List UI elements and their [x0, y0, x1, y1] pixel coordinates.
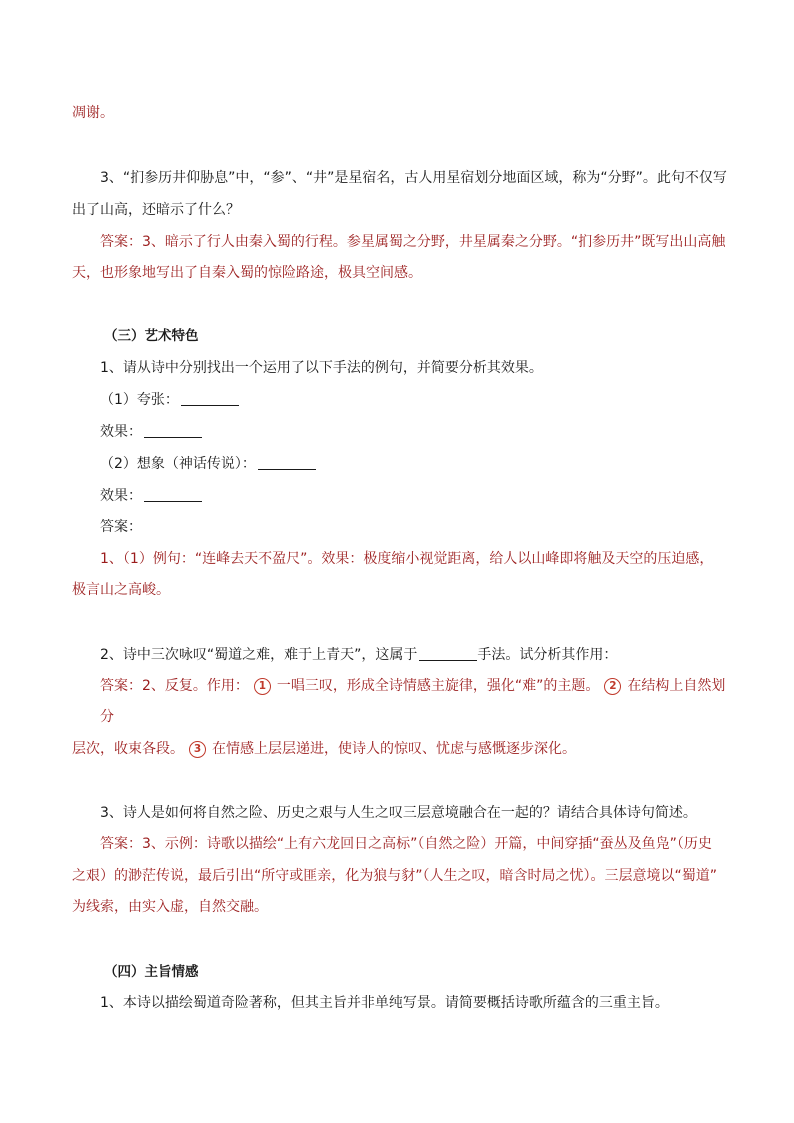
answer-3-line-2: 天，也形象地写出了自秦入蜀的惊险路途，极具空间感。: [72, 265, 422, 281]
text-line: 凋谢。: [72, 105, 114, 121]
effect-label: 效果：: [100, 424, 142, 440]
answer-blank: [419, 646, 477, 661]
art-question-2: [100, 645, 617, 665]
art-answer-2-line-3: [72, 739, 576, 759]
circled-number-3: 3: [189, 741, 206, 758]
answer-3-line-1: 答案：3、暗示了行人由秦入蜀的行程。参星属蜀之分野，井星属秦之分野。“扪参历井”既写出山高触: [100, 234, 726, 250]
question-text: 手法。试分析其作用：: [477, 647, 618, 663]
art-answer-3-line-2: 之艰）的渺茫传说，最后引出“所守或匪亲，化为狼与豺”（人生之叹，暗含时局之忧）。三层意境以“蜀道”: [72, 868, 718, 884]
art-answer-2-line-2: 分: [100, 709, 114, 725]
effect-line-2: [100, 486, 202, 506]
answer-text: 在情感上层层递进，使诗人的惊叹、忧虑与感慨逐步深化。: [212, 741, 576, 757]
answer-text: 一唱三叹，形成全诗情感主旋律，强化“难”的主题。: [276, 678, 600, 694]
effect-label: 效果：: [100, 488, 142, 504]
answer-blank: [181, 391, 239, 406]
art-answer-3-line-3: 为线索，由实入虚，自然交融。: [72, 899, 268, 915]
answer-text: 答案：2、反复。作用：: [100, 678, 249, 694]
answer-blank: [144, 423, 202, 438]
art-answer-1-line-1: 1、（1）例句：“连峰去天不盈尺”。效果：极度缩小视觉距离，给人以山峰即将触及天空的压迫感，: [100, 551, 714, 567]
answer-text: 层次，收束各段。: [72, 741, 184, 757]
answer-blank: [144, 487, 202, 502]
section-heading-art: （三）艺术特色: [104, 328, 199, 344]
art-question-3: 3、诗人是如何将自然之险、历史之艰与人生之叹三层意境融合在一起的？请结合具体诗句简述。: [100, 805, 697, 821]
art-question-1: 1、请从诗中分别找出一个运用了以下手法的例句，并简要分析其效果。: [100, 360, 543, 376]
imagination-label: （2）想象（神话传说）：: [100, 456, 256, 472]
section-heading-theme: （四）主旨情感: [104, 964, 199, 980]
art-answer-1-line-2: 极言山之高峻。: [72, 582, 170, 598]
art-answer-3-line-1: 答案：3、示例：诗歌以描绘“上有六龙回日之高标”（自然之险）开篇，中间穿插“蚕丛及鱼凫”（历史: [100, 836, 712, 852]
circled-number-1: 1: [254, 678, 271, 695]
hyperbole-line: [100, 390, 239, 410]
hyperbole-label: （1）夸张：: [100, 392, 179, 408]
answer-blank: [258, 455, 316, 470]
question-3-line-1: 3、“扪参历井仰胁息”中，“参”、“井”是星宿名，古人用星宿划分地面区域，称为“分野”。此句不仅写: [100, 170, 727, 186]
effect-line-1: [100, 422, 202, 442]
answer-text: 在结构上自然划: [627, 678, 726, 694]
imagination-line: [100, 454, 316, 474]
question-text: 2、诗中三次咏叹“蜀道之难，难于上青天”，这属于: [100, 647, 418, 663]
question-3-line-2: 出了山高，还暗示了什么？: [72, 202, 240, 218]
circled-number-2: 2: [604, 678, 621, 695]
theme-question-1: 1、本诗以描绘蜀道奇险著称，但其主旨并非单纯写景。请简要概括诗歌所蕴含的三重主旨。: [100, 995, 669, 1011]
art-answer-2-line-1: [100, 676, 725, 696]
answer-label: 答案：: [100, 519, 142, 535]
